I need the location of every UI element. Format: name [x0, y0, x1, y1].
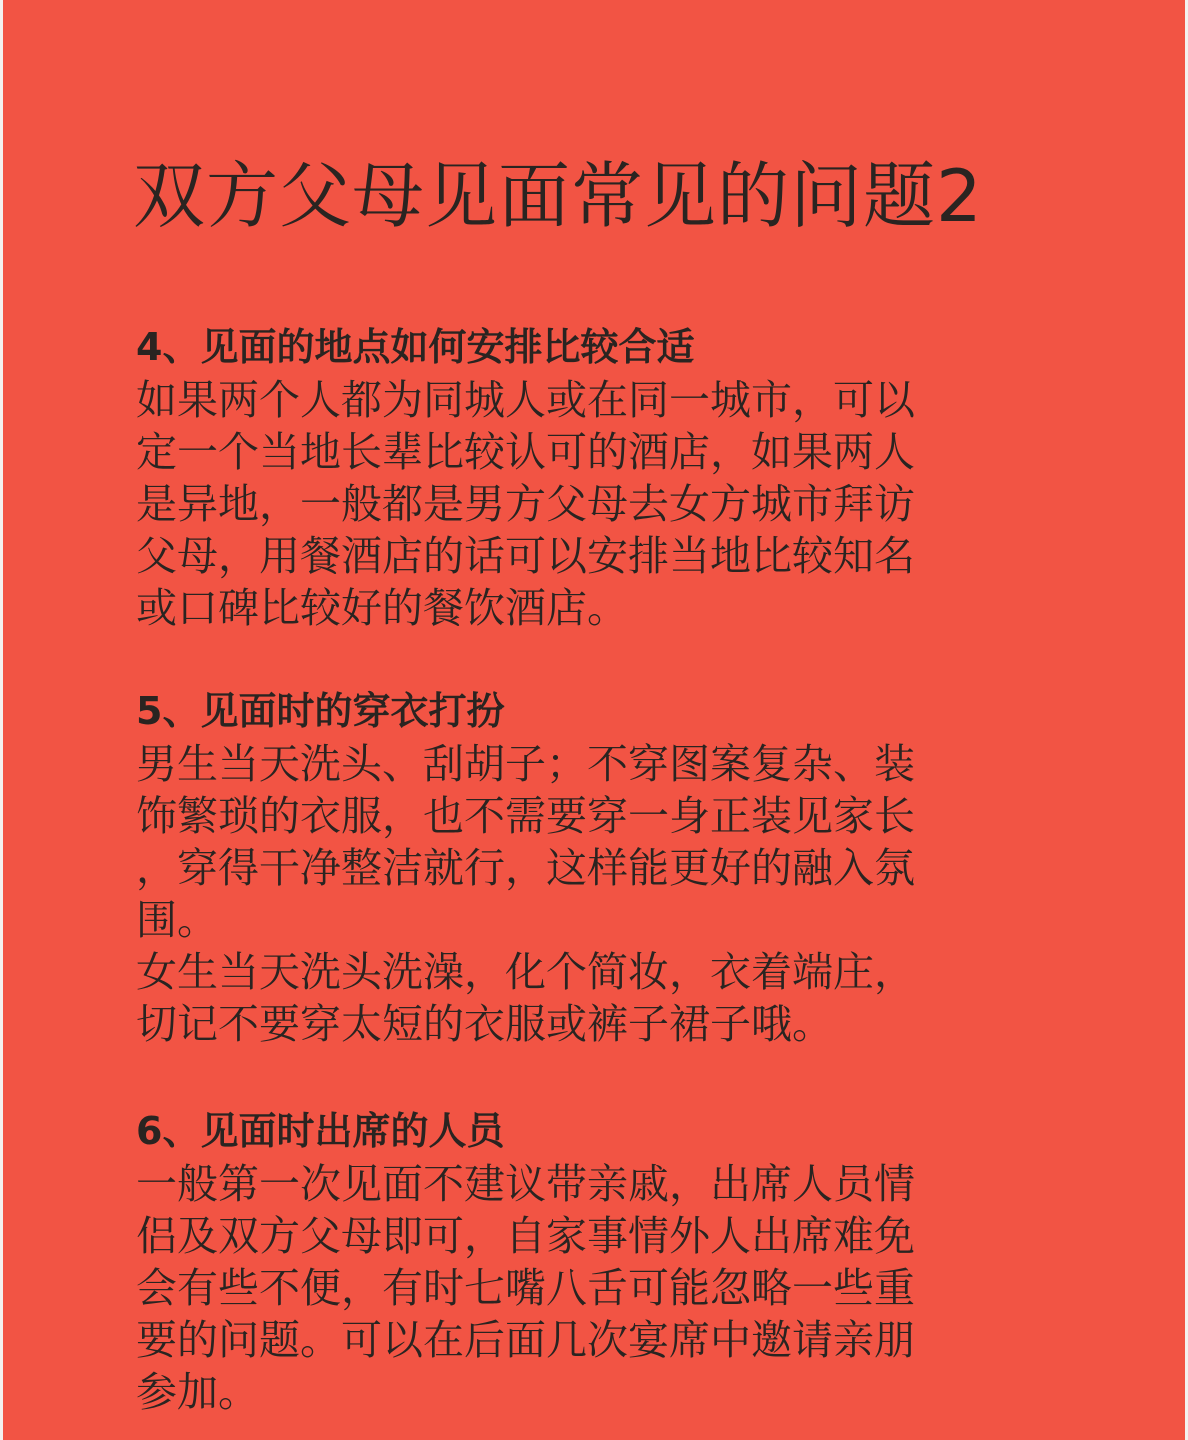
body-line: 男生当天洗头、刮胡子；不穿图案复杂、装: [136, 740, 915, 788]
body-line: ，穿得干净整洁就行，这样能更好的融入氛: [136, 844, 915, 892]
body-line: 一般第一次见面不建议带亲戚，出席人员情: [136, 1160, 915, 1208]
body-line: 参加。: [136, 1368, 259, 1416]
page-title: 双方父母见面常见的问题2: [133, 154, 983, 238]
body-line: 是异地，一般都是男方父母去女方城市拜访: [136, 480, 915, 528]
body-line: 父母，用餐酒店的话可以安排当地比较知名: [136, 532, 915, 580]
section-attendees: [136, 1104, 1036, 1418]
body-line: 饰繁琐的衣服，也不需要穿一身正装见家长: [136, 792, 915, 840]
section-heading: 6、见面时出席的人员: [136, 1109, 505, 1153]
body-line: 定一个当地长辈比较认可的酒店，如果两人: [136, 428, 915, 476]
section-dress-code: [136, 684, 1036, 1050]
body-line: 会有些不便，有时七嘴八舌可能忽略一些重: [136, 1264, 915, 1312]
section-heading: 5、见面时的穿衣打扮: [136, 689, 505, 733]
body-line: 或口碑比较好的餐饮酒店。: [136, 584, 628, 632]
body-line: 围。: [136, 896, 218, 944]
section-heading: 4、见面的地点如何安排比较合适: [136, 325, 695, 369]
body-line: 切记不要穿太短的衣服或裤子裙子哦。: [136, 1000, 833, 1048]
body-line: 如果两个人都为同城人或在同一城市，可以: [136, 376, 915, 424]
body-line: 要的问题。可以在后面几次宴席中邀请亲朋: [136, 1316, 915, 1364]
body-line: 侣及双方父母即可，自家事情外人出席难免: [136, 1212, 915, 1260]
body-line: 女生当天洗头洗澡，化个简妆，衣着端庄，: [136, 948, 915, 996]
section-meeting-location: [136, 320, 1036, 634]
